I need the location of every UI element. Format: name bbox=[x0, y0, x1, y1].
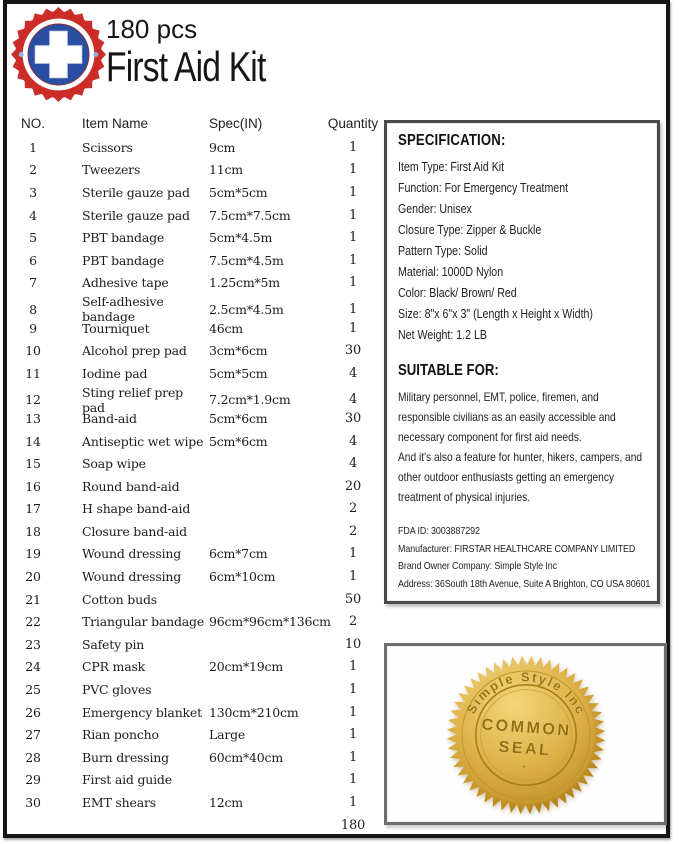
col-header-spec: Spec(IN) bbox=[209, 115, 263, 131]
table-row bbox=[3, 407, 391, 430]
table-row bbox=[3, 362, 391, 385]
row-item-name: Sterile gauze pad bbox=[82, 184, 190, 200]
table-row bbox=[3, 181, 391, 204]
row-spec: 60cm*40cm bbox=[209, 749, 283, 765]
row-item-name: Scissors bbox=[82, 139, 133, 155]
row-item-name: Band-aid bbox=[82, 410, 137, 426]
row-spec: 3cm*6cm bbox=[209, 343, 268, 359]
table-row bbox=[3, 769, 391, 792]
table-row bbox=[3, 452, 391, 475]
header bbox=[106, 14, 305, 91]
row-item-name: CPR mask bbox=[82, 659, 146, 675]
row-quantity: 1 bbox=[348, 682, 358, 698]
row-no: 9 bbox=[29, 320, 37, 336]
row-quantity: 30 bbox=[344, 410, 362, 426]
row-item-name: Wound dressing bbox=[82, 546, 182, 562]
row-no: 20 bbox=[25, 569, 41, 585]
row-item-name: Tweezers bbox=[82, 162, 141, 178]
row-spec: 7.5cm*4.5m bbox=[209, 252, 284, 268]
col-header-quantity: Quantity bbox=[327, 115, 379, 131]
row-spec: 6cm*7cm bbox=[209, 546, 268, 562]
row-quantity: 4 bbox=[348, 392, 358, 408]
spec-line: Function: For Emergency Treatment bbox=[398, 181, 569, 195]
suitable-line: And it's also a feature for hunter, hikers, campers, and bbox=[398, 450, 643, 464]
spec-line: Pattern Type: Solid bbox=[398, 244, 488, 258]
row-item-name: Closure band-aid bbox=[82, 523, 187, 539]
row-no: 5 bbox=[29, 230, 37, 246]
row-item-name: Cotton buds bbox=[82, 591, 157, 607]
seal-star-glyph: * bbox=[520, 761, 526, 777]
suitable-for-title: SUITABLE FOR: bbox=[398, 362, 499, 379]
seal-box bbox=[384, 643, 667, 825]
row-item-name: Safety pin bbox=[82, 636, 145, 652]
row-no: 29 bbox=[25, 772, 41, 788]
table-row bbox=[3, 565, 391, 588]
row-spec: 130cm*210cm bbox=[209, 704, 299, 720]
row-quantity: 4 bbox=[348, 433, 358, 449]
row-item-name: Rian poncho bbox=[82, 727, 159, 743]
row-quantity: 50 bbox=[344, 591, 362, 607]
row-item-name: Antiseptic wet wipe bbox=[82, 433, 204, 449]
row-spec: Large bbox=[209, 727, 246, 743]
row-no: 28 bbox=[25, 749, 41, 765]
row-item-name: First aid guide bbox=[82, 772, 172, 788]
row-spec: 12cm bbox=[209, 795, 243, 811]
row-no: 11 bbox=[25, 365, 41, 381]
row-spec: 5cm*4.5m bbox=[209, 230, 273, 246]
row-item-name: Iodine pad bbox=[82, 365, 148, 381]
table-row bbox=[3, 520, 391, 543]
row-item-name: H shape band-aid bbox=[82, 501, 191, 517]
row-no: 8 bbox=[29, 301, 37, 317]
table-row bbox=[3, 272, 391, 295]
table-row bbox=[3, 543, 391, 566]
row-quantity: 1 bbox=[348, 275, 358, 291]
spec-line: Item Type: First Aid Kit bbox=[398, 160, 505, 174]
row-quantity: 1 bbox=[348, 184, 358, 200]
table-row bbox=[3, 701, 391, 724]
row-quantity: 1 bbox=[348, 252, 358, 268]
table-row bbox=[3, 384, 391, 415]
spec-line: Net Weight: 1.2 LB bbox=[398, 328, 487, 342]
spec-line: Color: Black/ Brown/ Red bbox=[398, 286, 517, 300]
row-item-name: PBT bandage bbox=[82, 252, 165, 268]
row-item-name: Soap wipe bbox=[82, 456, 146, 472]
table-body bbox=[3, 136, 391, 814]
row-no: 16 bbox=[25, 478, 41, 494]
row-item-name: PVC gloves bbox=[82, 682, 152, 698]
row-item-name: Sterile gauze pad bbox=[82, 207, 190, 223]
row-quantity: 2 bbox=[348, 614, 358, 630]
suitable-line: responsible civilians as an easily accessible and bbox=[398, 410, 616, 424]
table-row bbox=[3, 294, 391, 325]
table-row bbox=[3, 498, 391, 521]
row-quantity: 1 bbox=[348, 139, 358, 155]
row-no: 22 bbox=[25, 614, 41, 630]
common-seal-icon bbox=[445, 654, 607, 816]
row-no: 21 bbox=[25, 591, 41, 607]
table-row bbox=[3, 746, 391, 769]
row-spec: 20cm*19cm bbox=[209, 659, 283, 675]
specification-panel bbox=[384, 120, 660, 604]
row-quantity: 1 bbox=[348, 772, 358, 788]
row-no: 18 bbox=[25, 523, 41, 539]
row-item-name: Self-adhesive bandage bbox=[82, 294, 164, 325]
row-item-name: PBT bandage bbox=[82, 230, 165, 246]
row-quantity: 2 bbox=[348, 501, 358, 517]
row-quantity: 1 bbox=[348, 320, 358, 336]
table-row bbox=[3, 656, 391, 679]
row-spec: 11cm bbox=[209, 162, 243, 178]
row-quantity: 1 bbox=[348, 569, 358, 585]
table-row bbox=[3, 588, 391, 611]
fda-line: Brand Owner Company: Simple Style Inc bbox=[398, 560, 558, 572]
row-item-name: Sting relief prep pad bbox=[82, 384, 183, 415]
row-item-name: Emergency blanket bbox=[82, 704, 202, 720]
table-row bbox=[3, 249, 391, 272]
fda-info bbox=[398, 523, 668, 593]
row-spec: 5cm*5cm bbox=[209, 184, 268, 200]
spec-line: Gender: Unisex bbox=[398, 202, 472, 216]
fda-line: Manufacturer: FIRSTAR HEALTHCARE COMPANY LIMITED bbox=[398, 542, 636, 555]
row-no: 6 bbox=[29, 252, 37, 268]
row-no: 7 bbox=[29, 275, 37, 291]
table-row bbox=[3, 226, 391, 249]
suitable-for-lines bbox=[398, 387, 657, 507]
suitable-line: necessary component for first aid needs. bbox=[398, 430, 582, 444]
row-quantity: 4 bbox=[348, 456, 358, 472]
piece-count: 180 pcs bbox=[106, 14, 198, 44]
table-row bbox=[3, 723, 391, 746]
row-spec: 5cm*6cm bbox=[209, 410, 268, 426]
spec-line: Closure Type: Zipper & Buckle bbox=[398, 223, 542, 237]
row-item-name: Round band-aid bbox=[82, 478, 180, 494]
spec-line: Size: 8"x 6"x 3" (Length x Height x Width) bbox=[398, 307, 593, 321]
row-quantity: 1 bbox=[348, 795, 358, 811]
table-row bbox=[3, 475, 391, 498]
table-row bbox=[3, 791, 391, 814]
table-row bbox=[3, 136, 391, 159]
row-item-name: Adhesive tape bbox=[82, 275, 169, 291]
row-no: 14 bbox=[25, 433, 41, 449]
first-aid-cross-badge-icon bbox=[10, 6, 107, 103]
row-spec: 7.5cm*7.5cm bbox=[209, 207, 291, 223]
row-spec: 96cm*96cm*136cm bbox=[209, 614, 331, 630]
row-spec: 6cm*10cm bbox=[209, 569, 276, 585]
row-no: 4 bbox=[29, 207, 37, 223]
page-title: First Aid Kit bbox=[106, 43, 266, 90]
row-no: 10 bbox=[25, 343, 41, 359]
row-quantity: 1 bbox=[348, 162, 358, 178]
contents-table bbox=[3, 110, 391, 837]
suitable-line: Military personnel, EMT, police, firemen, and bbox=[398, 390, 599, 404]
row-quantity: 1 bbox=[348, 749, 358, 765]
row-quantity: 1 bbox=[348, 546, 358, 562]
row-no: 24 bbox=[25, 659, 41, 675]
row-item-name: Wound dressing bbox=[82, 569, 182, 585]
suitable-line: treatment of physical injuries. bbox=[398, 490, 531, 504]
table-row bbox=[3, 204, 391, 227]
row-item-name: Tourniquet bbox=[82, 320, 150, 336]
row-spec: 5cm*6cm bbox=[209, 433, 268, 449]
row-quantity: 1 bbox=[348, 659, 358, 675]
row-no: 26 bbox=[25, 704, 41, 720]
table-row bbox=[3, 159, 391, 182]
seal-company-text: Simple Style Inc bbox=[462, 669, 589, 718]
table-header-row bbox=[3, 110, 391, 136]
suitable-line: other outdoor enthusiasts getting an emergency bbox=[398, 470, 615, 484]
row-no: 1 bbox=[29, 139, 37, 155]
row-quantity: 30 bbox=[344, 343, 362, 359]
table-total-row bbox=[3, 814, 391, 837]
row-spec: 7.2cm*1.9cm bbox=[209, 392, 291, 408]
row-no: 12 bbox=[25, 392, 41, 408]
row-item-name: Alcohol prep pad bbox=[82, 343, 187, 359]
col-header-item-name: Item Name bbox=[82, 115, 149, 131]
row-quantity: 1 bbox=[348, 207, 358, 223]
row-quantity: 10 bbox=[344, 636, 362, 652]
row-quantity: 1 bbox=[348, 727, 358, 743]
table-row bbox=[3, 678, 391, 701]
row-item-name: EMT shears bbox=[82, 795, 156, 811]
row-no: 15 bbox=[25, 456, 41, 472]
row-no: 30 bbox=[25, 795, 41, 811]
row-no: 3 bbox=[29, 184, 37, 200]
row-no: 2 bbox=[29, 162, 37, 178]
specification-lines bbox=[398, 157, 657, 346]
row-quantity: 1 bbox=[348, 704, 358, 720]
table-row bbox=[3, 430, 391, 453]
fda-line: FDA ID: 3003887292 bbox=[398, 525, 480, 537]
table-row bbox=[3, 317, 391, 340]
spec-line: Material: 1000D Nylon bbox=[398, 265, 504, 279]
row-spec: 9cm bbox=[209, 139, 236, 155]
table-row bbox=[3, 339, 391, 362]
row-no: 19 bbox=[25, 546, 41, 562]
row-item-name: Triangular bandage bbox=[82, 614, 205, 630]
seal-word-common: COMMON bbox=[480, 715, 572, 740]
row-spec: 1.25cm*5m bbox=[209, 275, 280, 291]
specification-title: SPECIFICATION: bbox=[398, 132, 506, 149]
row-spec: 5cm*5cm bbox=[209, 365, 268, 381]
row-no: 27 bbox=[25, 727, 41, 743]
table-row bbox=[3, 633, 391, 656]
row-spec: 46cm bbox=[209, 320, 243, 336]
fda-line: Address: 36South 18th Avenue, Suite A Brighton, CO USA 80601 bbox=[398, 577, 651, 590]
row-quantity: 1 bbox=[348, 230, 358, 246]
col-header-no: NO. bbox=[20, 115, 45, 131]
row-no: 17 bbox=[25, 501, 41, 517]
row-no: 25 bbox=[25, 682, 41, 698]
row-quantity: 4 bbox=[348, 365, 358, 381]
row-no: 23 bbox=[25, 636, 41, 652]
row-quantity: 20 bbox=[344, 478, 362, 494]
row-quantity: 2 bbox=[348, 523, 358, 539]
row-no: 13 bbox=[25, 410, 41, 426]
table-row bbox=[3, 610, 391, 633]
row-quantity: 1 bbox=[348, 301, 358, 317]
row-spec: 2.5cm*4.5m bbox=[209, 301, 284, 317]
row-item-name: Burn dressing bbox=[82, 749, 169, 765]
total-quantity: 180 bbox=[340, 817, 366, 833]
seal-word-seal: SEAL bbox=[497, 737, 552, 760]
